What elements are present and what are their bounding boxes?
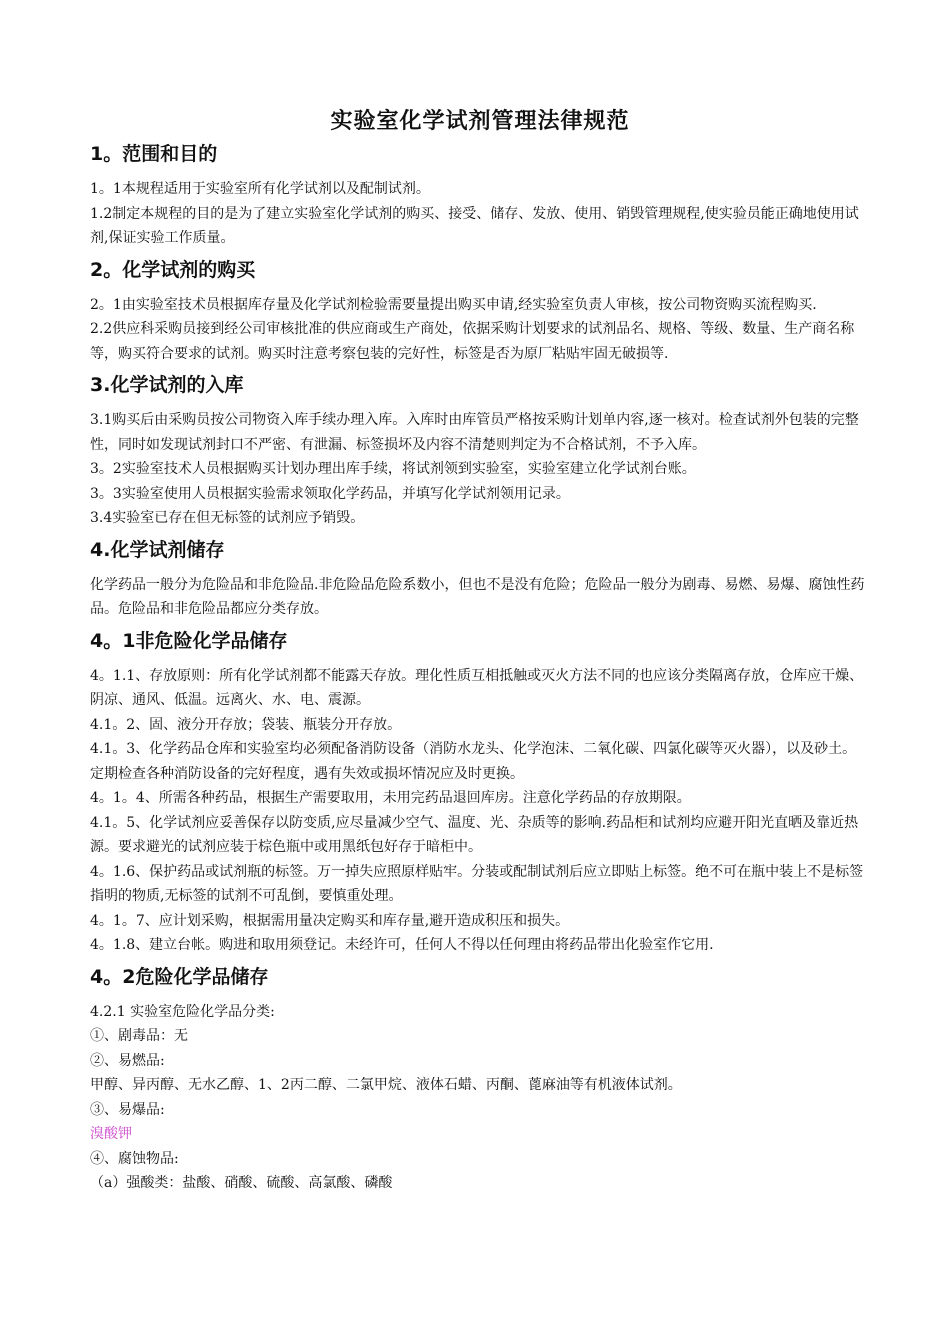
document-page	[90, 104, 870, 1196]
paragraph-4-1-5: 4.1。5、化学试剂应妥善保存以防变质,应尽量减少空气、温度、光、杂质等的影响.药品柜和试剂均应避开阳光直晒及靠近热源。要求避光的试剂应装于棕色瓶中或用黑纸包好存于暗柜中。	[90, 814, 859, 855]
section-heading-1: 1。范围和目的	[90, 143, 218, 165]
paragraph-4-intro: 化学药品一般分为危险品和非危险品.非危险品危险系数小，但也不是没有危险；危险品一般分为剧毒、易燃、易爆、腐蚀性药品。危险品和非危险品都应分类存放。	[90, 576, 865, 617]
paragraph-3-4: 3.4实验室已存在但无标签的试剂应予销毁。	[90, 510, 365, 526]
list-item-flammable: ②、易燃品:	[90, 1052, 165, 1069]
paragraph-4-1-4: 4。1。4、所需各种药品，根据生产需要取用，未用完药品退回库房。注意化学药品的存放期限。	[90, 790, 691, 806]
paragraph-4-1-7: 4。1。7、应计划采购，根据需用量决定购买和库存量,避开造成积压和损失。	[90, 912, 570, 929]
document-title: 实验室化学试剂管理法律规范	[330, 109, 630, 134]
section-heading-4-2: 4。2危险化学品储存	[90, 965, 269, 988]
paragraph-4-1-2: 4.1。2、固、液分开存放；袋装、瓶装分开存放。	[90, 716, 402, 733]
paragraph-4-1-1: 4。1.1、存放原则：所有化学试剂都不能露天存放。理化性质互相抵触或灭火方法不同的也应该分类隔离存放，仓库应干燥、阴凉、通风、低温。远离火、水、电、震源。	[90, 667, 864, 708]
strong-acid-list: （a）强酸类：盐酸、硝酸、硫酸、高氯酸、磷酸	[90, 1175, 393, 1191]
paragraph-4-2-1: 4.2.1 实验室危险化学品分类:	[90, 1003, 275, 1020]
paragraph-3-2: 3。2实验室技术人员根据购买计划办理出库手续，将试剂领到实验室，实验室建立化学试剂台账。	[90, 461, 696, 477]
paragraph-1-2: 1.2制定本规程的目的是为了建立实验室化学试剂的购买、接受、储存、发放、使用、销毁管理规程,使实验员能正确地使用试剂,保证实验工作质量。	[90, 205, 859, 246]
paragraph-4-1-6: 4。1.6、保护药品或试剂瓶的标签。万一掉失应照原样贴牢。分装或配制试剂后应立即贴上标签。绝不可在瓶中装上不是标签指明的物质,无标签的试剂不可乱倒，要慎重处理。	[90, 863, 864, 904]
list-item-corrosive: ④、腐蚀物品:	[90, 1150, 179, 1167]
list-item-explosive: ③、易爆品:	[90, 1101, 165, 1118]
paragraph-1-1: 1。1本规程适用于实验室所有化学试剂以及配制试剂。	[90, 181, 430, 197]
flammable-list: 甲醇、异丙醇、无水乙醇、1、2丙二醇、二氯甲烷、液体石蜡、丙酮、蓖麻油等有机液体试剂。	[90, 1077, 682, 1093]
paragraph-4-1-3: 4.1。3、化学药品仓库和实验室均必须配备消防设备（消防水龙头、化学泡沫、二氧化碳、四氯化碳等灭火器），以及砂土。定期检查各种消防设备的完好程度，遇有失效或损坏情况应及时更换。	[90, 741, 857, 782]
section-heading-4: 4.化学试剂储存	[90, 538, 225, 561]
section-heading-4-1: 4。1非危险化学品储存	[90, 629, 288, 652]
list-item-toxic: ①、剧毒品：无	[90, 1028, 188, 1044]
paragraph-2-1: 2。1由实验室技术员根据库存量及化学试剂检验需要量提出购买申请,经实验室负责人审核，按公司物资购买流程购买.	[90, 296, 817, 313]
section-heading-2: 2。化学试剂的购买	[90, 258, 256, 281]
paragraph-3-1: 3.1购买后由采购员按公司物资入库手续办理入库。入库时由库管员严格按采购计划单内容,逐一核对。检查试剂外包装的完整性，同时如发现试剂封口不严密、有泄漏、标签损坏及内容不清楚则判定为不合格试剂，不予入库。	[90, 412, 859, 453]
paragraph-3-3: 3。3实验室使用人员根据实验需求领取化学药品，并填写化学试剂领用记录。	[90, 485, 570, 502]
paragraph-2-2: 2.2供应科采购员接到经公司审核批准的供应商或生产商处，依据采购计划要求的试剂品名、规格、等级、数量、生产商名称等，购买符合要求的试剂。购买时注意考察包装的完好性，标签是否为原厂粘贴牢固无破损等.	[90, 321, 855, 362]
paragraph-4-1-8: 4。1.8、建立台帐。购进和取用须登记。未经许可，任何人不得以任何理由将药品带出化验室作它用.	[90, 937, 714, 953]
explosive-item: 溴酸钾	[90, 1126, 132, 1142]
section-heading-3: 3.化学试剂的入库	[90, 374, 244, 396]
